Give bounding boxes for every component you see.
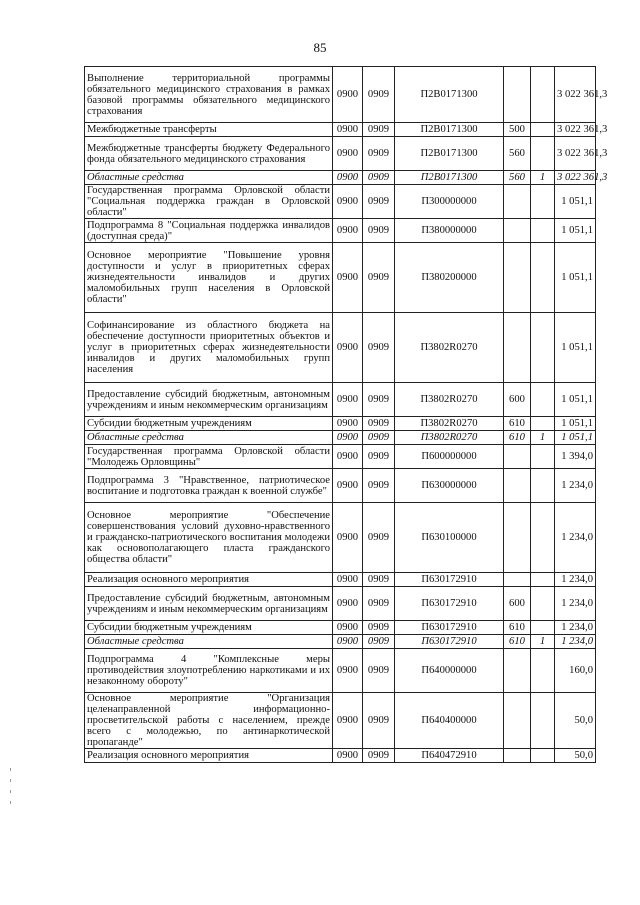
row-source-code: [531, 185, 555, 219]
row-amount: 1 234,0: [555, 621, 596, 635]
row-expense-type: 560: [504, 137, 531, 171]
row-source-code: [531, 749, 555, 763]
row-source-code: [531, 445, 555, 469]
table-row: [85, 587, 596, 621]
row-section-code: 0900: [333, 635, 363, 649]
row-name: Подпрограмма 3 "Нравственное, патриотическое воспитание и подготовка граждан к военной службе": [85, 469, 333, 503]
row-expense-type: 500: [504, 123, 531, 137]
row-section-code: 0900: [333, 171, 363, 185]
row-name: Реализация основного мероприятия: [85, 573, 333, 587]
row-target-article: П300000000: [395, 185, 504, 219]
row-source-code: [531, 219, 555, 243]
table-row: [85, 635, 596, 649]
row-name: Областные средства: [85, 431, 333, 445]
row-name: Субсидии бюджетным учреждениям: [85, 621, 333, 635]
table-row: [85, 123, 596, 137]
row-expense-type: 600: [504, 587, 531, 621]
row-expense-type: [504, 67, 531, 123]
row-amount: 160,0: [555, 649, 596, 693]
row-amount: 1 234,0: [555, 469, 596, 503]
row-expense-type: [504, 445, 531, 469]
table-row: [85, 749, 596, 763]
row-source-code: [531, 417, 555, 431]
row-target-article: П630172910: [395, 621, 504, 635]
row-section-code: 0900: [333, 137, 363, 171]
row-target-article: П3802R0270: [395, 431, 504, 445]
row-expense-type: [504, 243, 531, 313]
row-target-article: П630172910: [395, 573, 504, 587]
row-amount: 50,0: [555, 749, 596, 763]
table-row: [85, 621, 596, 635]
row-section-code: 0900: [333, 693, 363, 749]
table-row: [85, 431, 596, 445]
row-section-code: 0900: [333, 587, 363, 621]
budget-table: [84, 66, 608, 763]
row-expense-type: [504, 649, 531, 693]
row-section-code: 0900: [333, 431, 363, 445]
row-source-code: [531, 469, 555, 503]
row-target-article: П2В0171300: [395, 137, 504, 171]
row-amount: 1 051,1: [555, 243, 596, 313]
row-subsection-code: 0909: [363, 635, 395, 649]
row-expense-type: [504, 693, 531, 749]
row-target-article: П2В0171300: [395, 171, 504, 185]
row-expense-type: [504, 573, 531, 587]
row-target-article: П640400000: [395, 693, 504, 749]
row-section-code: 0900: [333, 749, 363, 763]
row-amount: 1 051,1: [555, 383, 596, 417]
row-source-code: [531, 649, 555, 693]
row-section-code: 0900: [333, 621, 363, 635]
row-subsection-code: 0909: [363, 445, 395, 469]
row-section-code: 0900: [333, 573, 363, 587]
row-target-article: П3802R0270: [395, 383, 504, 417]
row-expense-type: 560: [504, 171, 531, 185]
row-source-code: 1: [531, 171, 555, 185]
margin-marks: [10, 760, 14, 820]
table-row: [85, 469, 596, 503]
row-section-code: 0900: [333, 445, 363, 469]
row-section-code: 0900: [333, 503, 363, 573]
row-expense-type: [504, 749, 531, 763]
row-section-code: 0900: [333, 469, 363, 503]
row-subsection-code: 0909: [363, 749, 395, 763]
row-amount: 1 234,0: [555, 587, 596, 621]
row-amount: 3 022 361,3: [555, 171, 596, 185]
row-amount: 3 022 361,3: [555, 123, 596, 137]
row-subsection-code: 0909: [363, 587, 395, 621]
table-row: [85, 573, 596, 587]
table-row: [85, 503, 596, 573]
row-subsection-code: 0909: [363, 219, 395, 243]
row-target-article: П380200000: [395, 243, 504, 313]
table-row: [85, 185, 596, 219]
row-amount: 50,0: [555, 693, 596, 749]
row-name: Основное мероприятие "Обеспечение совершенствования условий духовно-нравственного и гражданско-патриотического воспитания молодежи как основополагающего пласта гражданского общества области": [85, 503, 333, 573]
row-source-code: [531, 693, 555, 749]
row-subsection-code: 0909: [363, 431, 395, 445]
row-target-article: П3802R0270: [395, 417, 504, 431]
row-expense-type: [504, 185, 531, 219]
row-subsection-code: 0909: [363, 123, 395, 137]
row-amount: 1 051,1: [555, 185, 596, 219]
row-source-code: [531, 587, 555, 621]
row-source-code: [531, 383, 555, 417]
row-subsection-code: 0909: [363, 185, 395, 219]
table-row: [85, 383, 596, 417]
row-source-code: [531, 243, 555, 313]
row-section-code: 0900: [333, 649, 363, 693]
row-subsection-code: 0909: [363, 469, 395, 503]
row-expense-type: 600: [504, 383, 531, 417]
row-amount: 1 234,0: [555, 503, 596, 573]
row-name: Выполнение территориальной программы обязательного медицинского страхования в рамках базовой программы обязательного медицинского страхования: [85, 67, 333, 123]
row-name: Государственная программа Орловской области "Молодежь Орловщины": [85, 445, 333, 469]
row-section-code: 0900: [333, 417, 363, 431]
row-subsection-code: 0909: [363, 313, 395, 383]
row-subsection-code: 0909: [363, 621, 395, 635]
table-row: [85, 219, 596, 243]
row-amount: 3 022 361,3: [555, 137, 596, 171]
row-section-code: 0900: [333, 219, 363, 243]
row-section-code: 0900: [333, 383, 363, 417]
table-row: [85, 417, 596, 431]
row-name: Предоставление субсидий бюджетным, автономным учреждениям и иным некоммерческим организациям: [85, 383, 333, 417]
row-amount: 1 051,1: [555, 417, 596, 431]
row-name: Подпрограмма 8 "Социальная поддержка инвалидов (доступная среда)": [85, 219, 333, 243]
row-source-code: [531, 621, 555, 635]
row-subsection-code: 0909: [363, 503, 395, 573]
row-expense-type: [504, 313, 531, 383]
budget-table-body: [85, 67, 608, 763]
row-name: Основное мероприятие "Организация целенаправленной информационно-просветительской работы с населением, прежде всего с молодежью, по антинаркотической пропаганде": [85, 693, 333, 749]
row-section-code: 0900: [333, 123, 363, 137]
row-subsection-code: 0909: [363, 693, 395, 749]
row-name: Государственная программа Орловской области "Социальная поддержка граждан в Орловской области": [85, 185, 333, 219]
row-section-code: 0900: [333, 243, 363, 313]
table-row: [85, 137, 596, 171]
row-section-code: 0900: [333, 67, 363, 123]
row-name: Областные средства: [85, 635, 333, 649]
row-name: Межбюджетные трансферты: [85, 123, 333, 137]
row-source-code: [531, 67, 555, 123]
row-subsection-code: 0909: [363, 573, 395, 587]
row-amount: 1 234,0: [555, 573, 596, 587]
row-source-code: 1: [531, 431, 555, 445]
row-subsection-code: 0909: [363, 67, 395, 123]
row-expense-type: [504, 219, 531, 243]
row-amount: 3 022 361,3: [555, 67, 596, 123]
row-target-article: П2В0171300: [395, 67, 504, 123]
row-amount: 1 234,0: [555, 635, 596, 649]
row-expense-type: [504, 469, 531, 503]
table-row: [85, 243, 596, 313]
row-name: Реализация основного мероприятия: [85, 749, 333, 763]
row-name: Предоставление субсидий бюджетным, автономным учреждениям и иным некоммерческим организациям: [85, 587, 333, 621]
row-expense-type: [504, 503, 531, 573]
row-target-article: П630100000: [395, 503, 504, 573]
row-amount: 1 051,1: [555, 431, 596, 445]
row-subsection-code: 0909: [363, 171, 395, 185]
row-source-code: [531, 137, 555, 171]
row-expense-type: 610: [504, 635, 531, 649]
row-target-article: П380000000: [395, 219, 504, 243]
row-target-article: П630172910: [395, 635, 504, 649]
row-source-code: [531, 503, 555, 573]
table-row: [85, 171, 596, 185]
row-source-code: [531, 313, 555, 383]
row-name: Основное мероприятие "Повышение уровня доступности и услуг в приоритетных сферах жизнедеятельности инвалидов и других маломобильных групп населения в Орловской области": [85, 243, 333, 313]
row-expense-type: 610: [504, 431, 531, 445]
table-row: [85, 693, 596, 749]
row-source-code: 1: [531, 635, 555, 649]
row-subsection-code: 0909: [363, 649, 395, 693]
table-row: [85, 445, 596, 469]
table-row: [85, 313, 596, 383]
row-name: Межбюджетные трансферты бюджету Федерального фонда обязательного медицинского страхования: [85, 137, 333, 171]
page-number: 85: [313, 40, 327, 55]
row-subsection-code: 0909: [363, 417, 395, 431]
row-target-article: П640472910: [395, 749, 504, 763]
table-row: [85, 67, 596, 123]
row-subsection-code: 0909: [363, 243, 395, 313]
row-target-article: П2В0171300: [395, 123, 504, 137]
row-target-article: П3802R0270: [395, 313, 504, 383]
row-subsection-code: 0909: [363, 137, 395, 171]
row-section-code: 0900: [333, 185, 363, 219]
row-expense-type: 610: [504, 621, 531, 635]
row-name: Областные средства: [85, 171, 333, 185]
row-expense-type: 610: [504, 417, 531, 431]
row-amount: 1 394,0: [555, 445, 596, 469]
row-subsection-code: 0909: [363, 383, 395, 417]
row-amount: 1 051,1: [555, 219, 596, 243]
row-name: Субсидии бюджетным учреждениям: [85, 417, 333, 431]
row-section-code: 0900: [333, 313, 363, 383]
row-target-article: П630172910: [395, 587, 504, 621]
row-target-article: П600000000: [395, 445, 504, 469]
row-target-article: П640000000: [395, 649, 504, 693]
table-row: [85, 649, 596, 693]
row-name: Подпрограмма 4 "Комплексные меры противодействия злоупотреблению наркотиками и их незаконному обороту": [85, 649, 333, 693]
row-source-code: [531, 123, 555, 137]
row-amount: 1 051,1: [555, 313, 596, 383]
row-target-article: П630000000: [395, 469, 504, 503]
row-name: Софинансирование из областного бюджета на обеспечение доступности приоритетных объектов и услуг в приоритетных сферах жизнедеятельности инвалидов и других маломобильных групп населения: [85, 313, 333, 383]
row-source-code: [531, 573, 555, 587]
